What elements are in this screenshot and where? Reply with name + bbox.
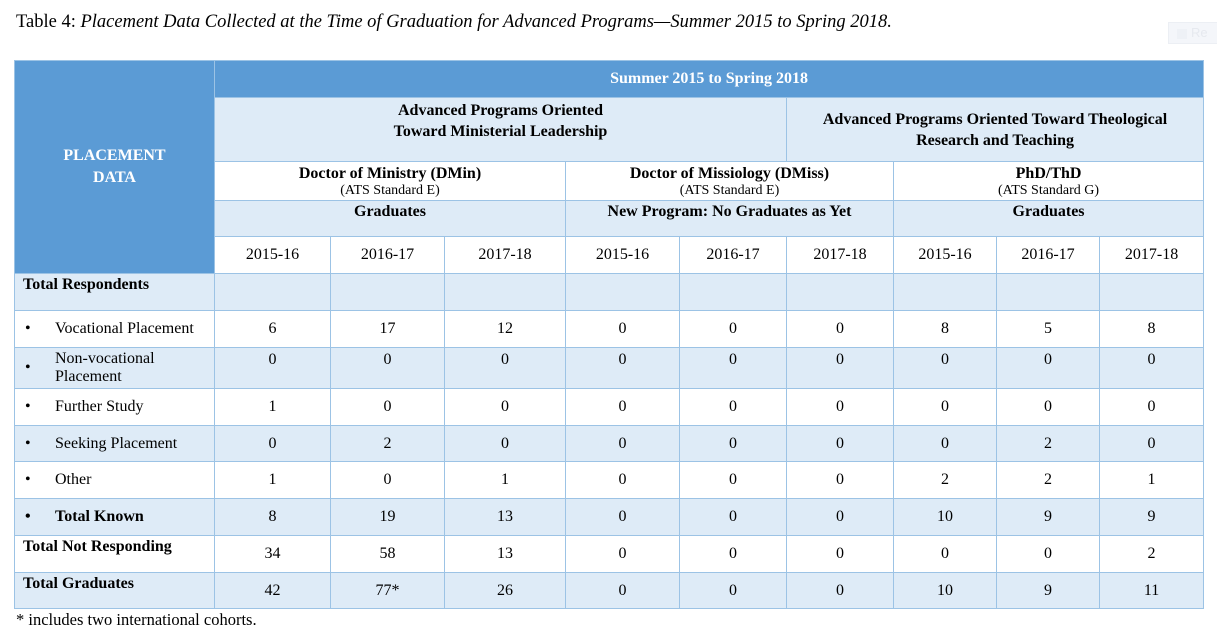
year-header: 2015-16 (566, 237, 680, 274)
table-cell: 8 (1100, 311, 1204, 348)
empty-cell (445, 274, 566, 311)
empty-cell (331, 274, 445, 311)
table-cell: 0 (680, 426, 787, 462)
table-cell: 13 (445, 499, 566, 536)
row-label: Total Graduates (15, 573, 215, 609)
table-cell: 2 (1100, 536, 1204, 573)
group-header-ministerial: Advanced Programs Oriented Toward Ministerial Leadership (215, 98, 787, 162)
table-cell: 1 (445, 462, 566, 499)
table-cell: 6 (215, 311, 331, 348)
row-label: • Total Known (15, 499, 215, 536)
table-cell: 17 (331, 311, 445, 348)
table-cell: 0 (997, 389, 1100, 426)
table-cell: 0 (894, 426, 997, 462)
program-name: Doctor of Missiology (DMiss) (629, 164, 830, 182)
year-header: 2016-17 (331, 237, 445, 274)
table-cell: 2 (997, 426, 1100, 462)
year-header: 2015-16 (215, 237, 331, 274)
table-cell: 0 (331, 389, 445, 426)
table-cell: 10 (894, 499, 997, 536)
table-row (15, 389, 1204, 426)
table-cell: 9 (1100, 499, 1204, 536)
row-label: Total Not Responding (15, 536, 215, 573)
table-cell: 58 (331, 536, 445, 573)
year-header: 2015-16 (894, 237, 997, 274)
table-cell: 1 (1100, 462, 1204, 499)
table-cell: 0 (787, 573, 894, 609)
table-cell: 0 (787, 311, 894, 348)
table-cell: 0 (331, 348, 445, 389)
program-status-dmin: Graduates (215, 201, 566, 237)
table-cell: 9 (997, 573, 1100, 609)
table-cell: 8 (894, 311, 997, 348)
table-cell: 0 (1100, 389, 1204, 426)
group-header-research: Advanced Programs Oriented Toward Theological Research and Teaching (787, 98, 1204, 162)
period-header: Summer 2015 to Spring 2018 (215, 61, 1204, 98)
table-cell: 9 (997, 499, 1100, 536)
table-cell: 34 (215, 536, 331, 573)
table-cell: 0 (215, 426, 331, 462)
program-standard: (ATS Standard E) (679, 182, 780, 198)
year-header: 2016-17 (680, 237, 787, 274)
table-cell: 0 (566, 389, 680, 426)
table-cell: 0 (680, 536, 787, 573)
program-header-dmin (215, 162, 566, 201)
table-cell: 0 (894, 536, 997, 573)
table-cell: 0 (445, 426, 566, 462)
row-label: • Vocational Placement (15, 311, 215, 348)
table-cell: 0 (566, 348, 680, 389)
table-cell: 0 (1100, 348, 1204, 389)
program-status-phd: Graduates (894, 201, 1204, 237)
faded-overlay-icon (1177, 29, 1187, 39)
table-cell: 0 (787, 426, 894, 462)
program-standard: (ATS Standard E) (340, 182, 440, 198)
table-row (15, 573, 1204, 609)
program-header-phd (894, 162, 1204, 201)
table-cell: 13 (445, 536, 566, 573)
corner-header: PLACEMENT DATA (15, 61, 215, 274)
table-cell: 0 (680, 348, 787, 389)
faded-overlay-button[interactable] (1168, 22, 1217, 44)
empty-cell (1100, 274, 1204, 311)
year-header: 2017-18 (787, 237, 894, 274)
program-status-dmiss: New Program: No Graduates as Yet (566, 201, 894, 237)
table-cell: 0 (566, 462, 680, 499)
table-cell: 0 (566, 311, 680, 348)
table-cell: 1 (215, 462, 331, 499)
empty-cell (787, 274, 894, 311)
table-cell: 0 (997, 348, 1100, 389)
table-cell: 0 (787, 499, 894, 536)
empty-cell (680, 274, 787, 311)
table-row (15, 536, 1204, 573)
table-cell: 0 (680, 311, 787, 348)
row-label: • Seeking Placement (15, 426, 215, 462)
table-cell: 0 (787, 536, 894, 573)
row-label: • Other (15, 462, 215, 499)
table-cell: 0 (680, 462, 787, 499)
table-cell: 10 (894, 573, 997, 609)
table-cell: 0 (787, 389, 894, 426)
program-header-dmiss (566, 162, 894, 201)
table-row (15, 311, 1204, 348)
table-cell: 11 (1100, 573, 1204, 609)
table-cell: 42 (215, 573, 331, 609)
table-cell: 0 (894, 389, 997, 426)
table-cell: 0 (566, 426, 680, 462)
program-name: PhD/ThD (1015, 164, 1082, 182)
table-cell: 0 (680, 389, 787, 426)
table-cell: 0 (566, 536, 680, 573)
table-cell: 2 (331, 426, 445, 462)
program-name: Doctor of Ministry (DMin) (298, 164, 482, 182)
table-row (15, 499, 1204, 536)
table-row (15, 462, 1204, 499)
table-cell: 0 (566, 499, 680, 536)
table-cell: 0 (1100, 426, 1204, 462)
table-cell: 0 (680, 573, 787, 609)
table-cell: 0 (894, 348, 997, 389)
table-cell: 0 (445, 389, 566, 426)
table-cell: 0 (997, 536, 1100, 573)
year-header: 2016-17 (997, 237, 1100, 274)
table-caption (16, 12, 892, 33)
table-cell: 0 (787, 462, 894, 499)
row-label: • Further Study (15, 389, 215, 426)
table-cell: 0 (215, 348, 331, 389)
footnote: * includes two international cohorts. (16, 610, 257, 629)
table-cell: 0 (787, 348, 894, 389)
caption-title: Placement Data Collected at the Time of Graduation for Advanced Programs—Summer 2015 to Spring 2018. (80, 12, 892, 32)
table-cell: 8 (215, 499, 331, 536)
table-row (15, 426, 1204, 462)
placement-data-table (14, 60, 1204, 609)
empty-cell (566, 274, 680, 311)
table-cell: 26 (445, 573, 566, 609)
table-cell: 1 (215, 389, 331, 426)
table-cell: 19 (331, 499, 445, 536)
table-cell: 5 (997, 311, 1100, 348)
empty-cell (894, 274, 997, 311)
table-row (15, 348, 1204, 389)
program-standard: (ATS Standard G) (997, 182, 1100, 198)
table-cell: 2 (997, 462, 1100, 499)
table-cell: 12 (445, 311, 566, 348)
table-cell: 0 (680, 499, 787, 536)
table-cell: 0 (566, 573, 680, 609)
caption-label: Table 4: (16, 12, 81, 32)
table-cell: 0 (331, 462, 445, 499)
table-cell: 77* (331, 573, 445, 609)
table-cell: 2 (894, 462, 997, 499)
empty-cell (997, 274, 1100, 311)
section-label: Total Respondents (15, 274, 215, 311)
year-header: 2017-18 (1100, 237, 1204, 274)
table-cell: 0 (445, 348, 566, 389)
year-header: 2017-18 (445, 237, 566, 274)
faded-overlay-label: Re (1191, 25, 1208, 40)
row-label: • Non-vocational Placement (15, 348, 215, 389)
empty-cell (215, 274, 331, 311)
